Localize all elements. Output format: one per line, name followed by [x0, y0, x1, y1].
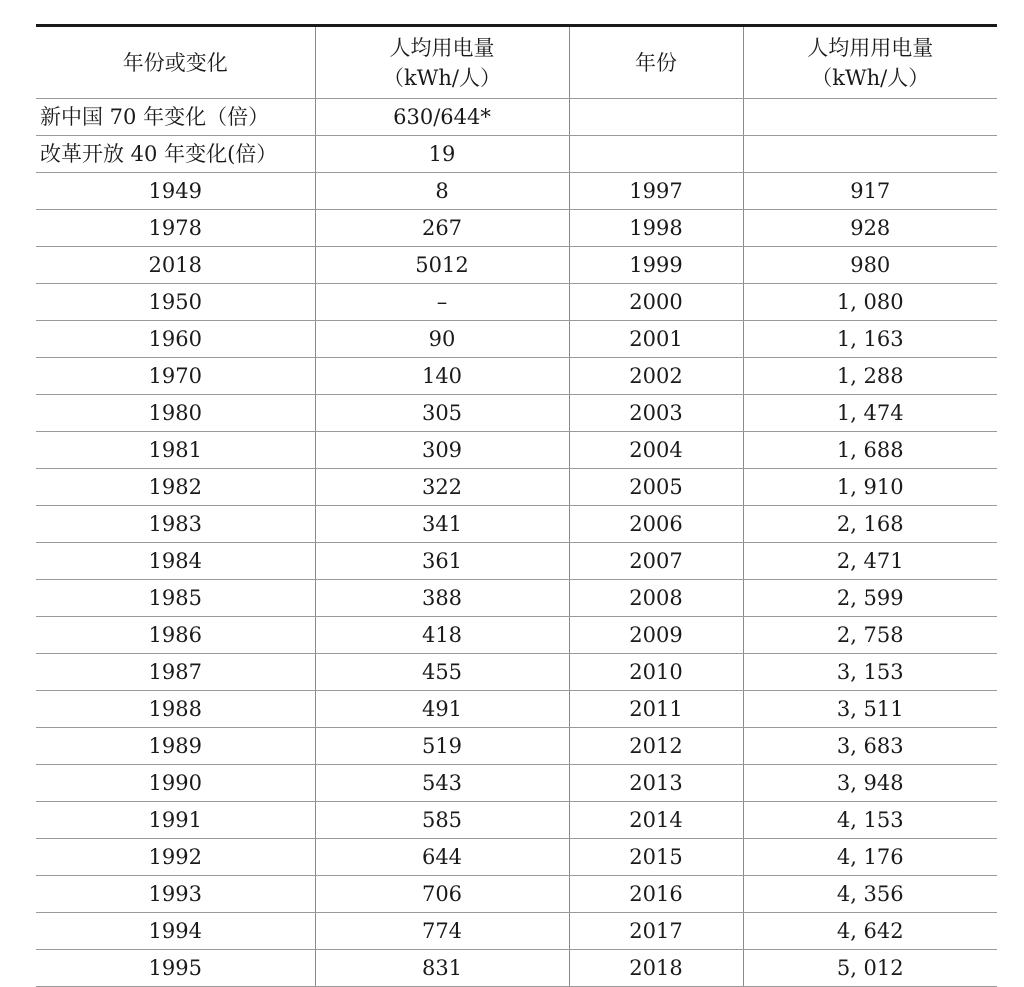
consumption-cell-2: 4, 153	[743, 802, 997, 839]
year-or-change-cell: 新中国 70 年变化（倍）	[36, 99, 315, 136]
consumption-cell: 140	[315, 358, 569, 395]
consumption-cell: 267	[315, 210, 569, 247]
year-or-change-cell: 1988	[36, 691, 315, 728]
year-or-change-cell: 1984	[36, 543, 315, 580]
table-row	[36, 136, 997, 173]
consumption-cell-2: 4, 356	[743, 876, 997, 913]
year-cell: 2006	[569, 506, 743, 543]
consumption-cell: 585	[315, 802, 569, 839]
consumption-cell: 774	[315, 913, 569, 950]
year-cell	[569, 136, 743, 173]
consumption-cell: 90	[315, 321, 569, 358]
year-cell: 2001	[569, 321, 743, 358]
year-or-change-cell: 1989	[36, 728, 315, 765]
year-cell: 2011	[569, 691, 743, 728]
year-cell: 2010	[569, 654, 743, 691]
consumption-cell: –	[315, 284, 569, 321]
consumption-cell-2	[743, 136, 997, 173]
year-or-change-cell: 1993	[36, 876, 315, 913]
table-body	[36, 99, 997, 987]
table-row	[36, 247, 997, 284]
year-cell: 2018	[569, 950, 743, 987]
year-or-change-cell: 1990	[36, 765, 315, 802]
year-cell: 1998	[569, 210, 743, 247]
consumption-cell-2: 2, 471	[743, 543, 997, 580]
consumption-cell-2: 3, 948	[743, 765, 997, 802]
table-row	[36, 210, 997, 247]
year-cell	[569, 99, 743, 136]
consumption-cell-2: 2, 758	[743, 617, 997, 654]
year-or-change-cell: 1949	[36, 173, 315, 210]
consumption-cell: 341	[315, 506, 569, 543]
consumption-cell-2: 1, 080	[743, 284, 997, 321]
year-or-change-cell: 1994	[36, 913, 315, 950]
year-cell: 2005	[569, 469, 743, 506]
consumption-cell: 491	[315, 691, 569, 728]
year-cell: 2004	[569, 432, 743, 469]
header-per-capita-consumption-2	[743, 26, 997, 99]
table-row	[36, 691, 997, 728]
year-or-change-cell: 1981	[36, 432, 315, 469]
year-or-change-cell: 2018	[36, 247, 315, 284]
year-cell: 2009	[569, 617, 743, 654]
year-cell: 1997	[569, 173, 743, 210]
table-row	[36, 395, 997, 432]
table-row	[36, 284, 997, 321]
consumption-cell: 8	[315, 173, 569, 210]
year-cell: 2002	[569, 358, 743, 395]
consumption-cell-2: 3, 153	[743, 654, 997, 691]
consumption-cell-2: 4, 642	[743, 913, 997, 950]
table-row	[36, 950, 997, 987]
consumption-cell-2: 1, 474	[743, 395, 997, 432]
year-or-change-cell: 1970	[36, 358, 315, 395]
consumption-cell-2: 3, 683	[743, 728, 997, 765]
consumption-cell-2: 1, 163	[743, 321, 997, 358]
consumption-cell-2: 1, 910	[743, 469, 997, 506]
consumption-cell-2: 917	[743, 173, 997, 210]
consumption-cell-2: 4, 176	[743, 839, 997, 876]
consumption-cell-2: 980	[743, 247, 997, 284]
consumption-cell: 361	[315, 543, 569, 580]
year-or-change-cell: 1982	[36, 469, 315, 506]
table-row	[36, 617, 997, 654]
year-or-change-cell: 1986	[36, 617, 315, 654]
year-or-change-cell: 1991	[36, 802, 315, 839]
consumption-cell: 831	[315, 950, 569, 987]
table-row	[36, 469, 997, 506]
electricity-per-capita-table	[36, 24, 997, 987]
consumption-cell: 706	[315, 876, 569, 913]
table-row	[36, 432, 997, 469]
table-header-row	[36, 26, 997, 99]
consumption-cell: 5012	[315, 247, 569, 284]
year-or-change-cell: 1987	[36, 654, 315, 691]
consumption-cell-2: 1, 288	[743, 358, 997, 395]
year-cell: 2015	[569, 839, 743, 876]
consumption-cell-2: 1, 688	[743, 432, 997, 469]
year-or-change-cell: 1983	[36, 506, 315, 543]
year-cell: 2014	[569, 802, 743, 839]
year-or-change-cell: 1992	[36, 839, 315, 876]
consumption-cell-2: 2, 599	[743, 580, 997, 617]
year-or-change-cell: 1978	[36, 210, 315, 247]
table-row	[36, 580, 997, 617]
header-per-capita-consumption	[315, 26, 569, 99]
consumption-cell-2: 3, 511	[743, 691, 997, 728]
consumption-cell-2: 2, 168	[743, 506, 997, 543]
table-row	[36, 839, 997, 876]
table-row	[36, 913, 997, 950]
consumption-cell: 309	[315, 432, 569, 469]
year-or-change-cell: 1960	[36, 321, 315, 358]
consumption-cell-2: 5, 012	[743, 950, 997, 987]
consumption-cell: 644	[315, 839, 569, 876]
table-row	[36, 876, 997, 913]
year-cell: 1999	[569, 247, 743, 284]
header-per-capita-consumption-2-unit: （kWh/人）	[811, 65, 930, 90]
table-row	[36, 765, 997, 802]
year-cell: 2017	[569, 913, 743, 950]
consumption-cell: 388	[315, 580, 569, 617]
table-row	[36, 173, 997, 210]
year-cell: 2016	[569, 876, 743, 913]
year-cell: 2012	[569, 728, 743, 765]
year-cell: 2007	[569, 543, 743, 580]
consumption-cell: 418	[315, 617, 569, 654]
year-or-change-cell: 改革开放 40 年变化(倍）	[36, 136, 315, 173]
header-year: 年份	[569, 26, 743, 99]
year-or-change-cell: 1980	[36, 395, 315, 432]
year-cell: 2008	[569, 580, 743, 617]
year-or-change-cell: 1950	[36, 284, 315, 321]
table-row	[36, 358, 997, 395]
consumption-cell: 19	[315, 136, 569, 173]
table-row	[36, 802, 997, 839]
consumption-cell: 630/644*	[315, 99, 569, 136]
table-row	[36, 506, 997, 543]
year-or-change-cell: 1985	[36, 580, 315, 617]
consumption-cell: 519	[315, 728, 569, 765]
consumption-cell-2: 928	[743, 210, 997, 247]
consumption-cell: 543	[315, 765, 569, 802]
table-row	[36, 654, 997, 691]
year-cell: 2003	[569, 395, 743, 432]
consumption-cell-2	[743, 99, 997, 136]
year-cell: 2013	[569, 765, 743, 802]
year-or-change-cell: 1995	[36, 950, 315, 987]
table-row	[36, 728, 997, 765]
header-per-capita-consumption-title: 人均用电量	[389, 35, 495, 60]
table-row	[36, 321, 997, 358]
consumption-cell: 305	[315, 395, 569, 432]
year-cell: 2000	[569, 284, 743, 321]
header-per-capita-consumption-2-title: 人均用用电量	[807, 35, 934, 60]
table-row	[36, 543, 997, 580]
consumption-cell: 455	[315, 654, 569, 691]
header-per-capita-consumption-unit: （kWh/人）	[383, 65, 501, 90]
consumption-cell: 322	[315, 469, 569, 506]
header-year-or-change: 年份或变化	[36, 26, 315, 99]
table-row	[36, 99, 997, 136]
